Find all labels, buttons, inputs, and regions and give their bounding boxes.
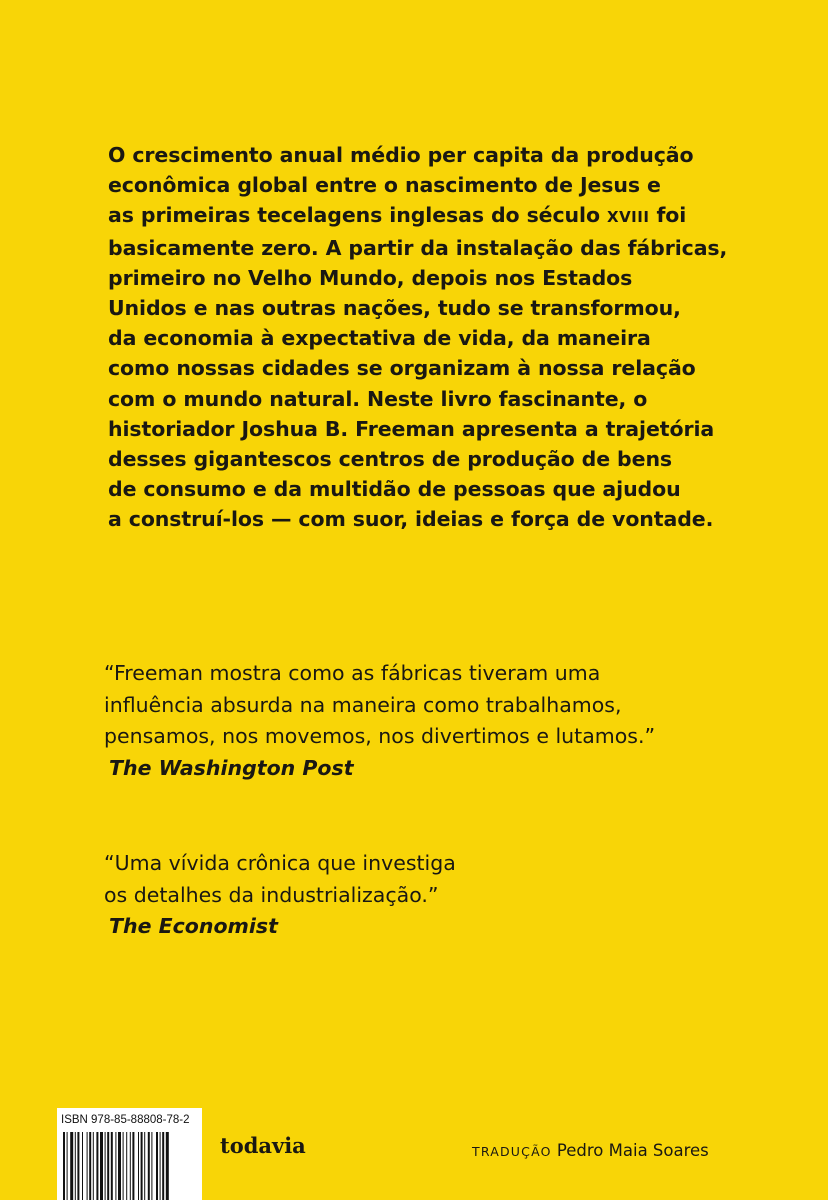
synopsis-line-tail: foi: [656, 203, 687, 228]
synopsis-line: como nossas cidades se organizam à nossa relação: [108, 356, 696, 381]
synopsis-line: historiador Joshua B. Freeman apresenta a trajetória: [108, 416, 715, 441]
publisher-logo: todavia: [220, 1133, 306, 1158]
quote-line: os detalhes da industrialização.”: [104, 882, 439, 907]
synopsis-line: [108, 200, 758, 232]
isbn-number: ISBN 978-85-88808-78-2: [61, 1114, 190, 1126]
century-numeral: XVIII: [607, 208, 650, 227]
synopsis: [108, 140, 758, 535]
synopsis-line: primeiro no Velho Mundo, depois nos Estados: [108, 265, 633, 290]
translator-name: Pedro Maia Soares: [556, 1141, 709, 1160]
synopsis-line: de consumo e da multidão de pessoas que ajudou: [108, 477, 681, 502]
translator-label: TRADUÇÃO: [472, 1144, 552, 1159]
synopsis-line: econômica global entre o nascimento de Jesus e: [108, 173, 661, 198]
synopsis-line: basicamente zero. A partir da instalação das fábricas,: [108, 235, 728, 260]
synopsis-line: a construí-los — com suor, ideias e força de vontade.: [108, 507, 714, 532]
quote-line: “Uma vívida crônica que investiga: [104, 851, 456, 875]
quote-source: The Economist: [109, 914, 278, 938]
quote-source: The Washington Post: [109, 755, 354, 780]
translator-credit: [472, 1141, 709, 1160]
synopsis-line: com o mundo natural. Neste livro fascinante, o: [108, 386, 648, 411]
synopsis-line: Unidos e nas outras nações, tudo se transformou,: [108, 296, 681, 321]
synopsis-line: O crescimento anual médio per capita da produção: [108, 143, 694, 167]
barcode-image: [61, 1132, 198, 1200]
quote-line: influência absurda na maneira como trabalhamos,: [104, 692, 622, 717]
review-quote: [104, 848, 456, 943]
review-quote: [104, 658, 655, 784]
barcode-label: [57, 1108, 202, 1200]
synopsis-line-text: as primeiras tecelagens inglesas do século: [108, 203, 600, 228]
synopsis-line: desses gigantescos centros de produção de bens: [108, 447, 673, 472]
synopsis-line: da economia à expectativa de vida, da maneira: [108, 326, 651, 351]
quote-line: “Freeman mostra como as fábricas tiveram uma: [104, 661, 601, 685]
quote-line: pensamos, nos movemos, nos divertimos e lutamos.”: [104, 724, 656, 748]
